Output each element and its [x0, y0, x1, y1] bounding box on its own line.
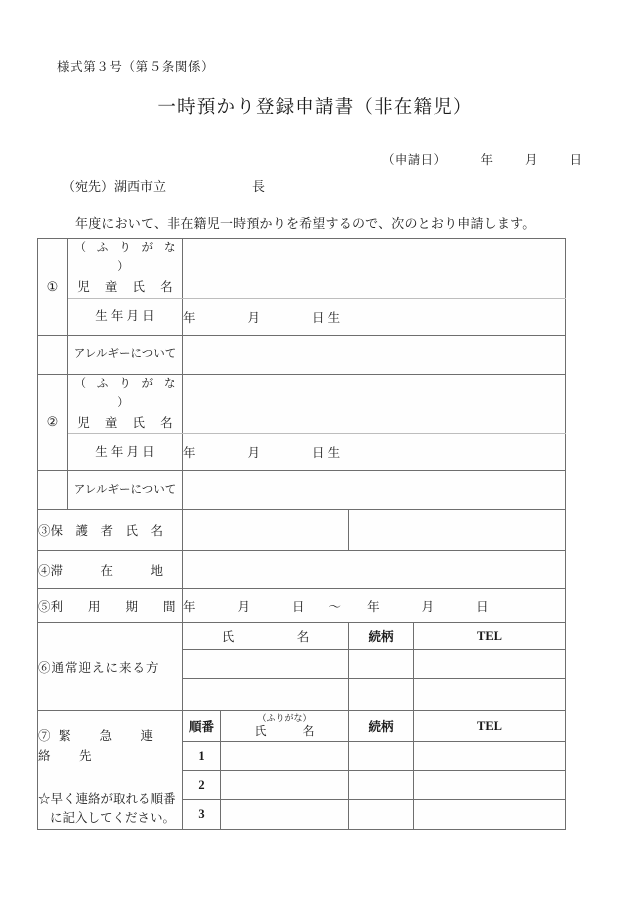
table-row [38, 298, 566, 335]
application-date-year: 年 [480, 153, 493, 167]
lead-paragraph: 年度において、非在籍児一時預かりを希望するので、次のとおり申請します。 [75, 216, 536, 231]
child1-name-label: 児 童 氏 名 [77, 279, 179, 294]
emergency-row3-order: 3 [183, 800, 221, 829]
emergency-row1-order: 1 [183, 742, 221, 771]
table-row [38, 510, 566, 551]
table-row [38, 471, 566, 510]
emergency-head-tel: TEL [414, 711, 566, 742]
application-date-line [382, 150, 582, 168]
table-row [38, 335, 566, 374]
application-date-day: 日 [569, 153, 582, 167]
child2-birth-month: 月 [247, 446, 261, 461]
child2-name-input[interactable] [183, 374, 566, 434]
child2-birth-input[interactable] [183, 434, 566, 471]
emergency-row3-tel[interactable] [414, 800, 566, 829]
guardian-name-input-2[interactable] [349, 510, 566, 551]
pickup-row2-relation[interactable] [349, 679, 414, 711]
child2-allergy-spacer [38, 471, 68, 510]
period-start-day: 日 [292, 599, 305, 614]
pickup-head-tel: TEL [414, 623, 566, 650]
emergency-row1-tel[interactable] [414, 742, 566, 771]
child1-allergy-label: アレルギーについて [68, 335, 183, 374]
residence-input[interactable] [183, 551, 566, 589]
child1-allergy-spacer [38, 335, 68, 374]
pickup-row2-tel[interactable] [414, 679, 566, 711]
table-row [38, 434, 566, 471]
child1-birth-month: 月 [247, 310, 261, 325]
period-end-day: 日 [476, 599, 489, 614]
guardian-name-input-1[interactable] [183, 510, 349, 551]
emergency-row2-name[interactable] [221, 771, 349, 800]
application-table [37, 238, 566, 830]
residence-label: ④滞 在 地 [38, 551, 183, 589]
child2-birth-day: 日 生 [312, 446, 341, 461]
guardian-label: ③保 護 者 氏 名 [38, 510, 183, 551]
child1-birth-input[interactable] [183, 298, 566, 335]
addressee-prefix: （宛先）湖西市立 [62, 179, 167, 194]
form-number: 様式第３号（第５条関係） [57, 60, 215, 74]
child1-birth-label: 生 年 月 日 [68, 298, 183, 335]
period-end-year: 年 [367, 599, 380, 614]
child2-name-label-cell [68, 374, 183, 434]
addressee-suffix: 長 [252, 179, 266, 194]
emergency-head-name: 氏 名 [254, 724, 315, 739]
child2-allergy-label: アレルギーについて [68, 471, 183, 510]
child2-birth-label: 生 年 月 日 [68, 434, 183, 471]
period-start-month: 月 [237, 599, 251, 614]
emergency-row2-tel[interactable] [414, 771, 566, 800]
period-input[interactable] [183, 589, 566, 623]
emergency-label-cell [38, 711, 183, 830]
page-title: 一時預かり登録申請書（非在籍児） [157, 98, 473, 118]
pickup-head-relation: 続柄 [349, 623, 414, 650]
emergency-row1-relation[interactable] [349, 742, 414, 771]
child1-name-input[interactable] [183, 239, 566, 299]
emergency-row3-relation[interactable] [349, 800, 414, 829]
emergency-row2-relation[interactable] [349, 771, 414, 800]
emergency-head-order: 順番 [183, 711, 221, 742]
pickup-row1-relation[interactable] [349, 650, 414, 679]
period-tilde: 〜 [328, 599, 342, 614]
table-row [38, 589, 566, 623]
child1-name-label-cell [68, 239, 183, 299]
child2-index: ② [38, 374, 68, 471]
emergency-row3-name[interactable] [221, 800, 349, 829]
pickup-row1-tel[interactable] [414, 650, 566, 679]
emergency-row2-order: 2 [183, 771, 221, 800]
emergency-head-name-cell [221, 711, 349, 742]
period-label: ⑤利 用 期 間 [38, 589, 183, 623]
child1-birth-day: 日 生 [312, 310, 341, 325]
child2-name-label: 児 童 氏 名 [77, 415, 179, 430]
table-row [38, 551, 566, 589]
child1-allergy-input[interactable] [183, 335, 566, 374]
emergency-label: ⑦緊 急 連 絡 先 [38, 729, 182, 763]
table-row [38, 623, 566, 650]
emergency-note-line2: に記入してください。 [50, 811, 176, 826]
emergency-row1-name[interactable] [221, 742, 349, 771]
emergency-note-line1: ☆早く連絡が取れる順番 [38, 791, 176, 806]
addressee-line [62, 176, 265, 195]
emergency-head-relation: 続柄 [349, 711, 414, 742]
child1-kana-label: （ ふ り が な ） [74, 242, 180, 273]
pickup-label: ⑥通常迎えに来る方 [38, 623, 183, 711]
child1-birth-year: 年 [183, 310, 196, 325]
child1-index: ① [38, 239, 68, 336]
emergency-head-kana: （ふりがな） [257, 713, 312, 724]
pickup-head-name: 氏 名 [183, 623, 349, 650]
period-start-year: 年 [183, 599, 196, 614]
table-row [38, 374, 566, 434]
pickup-row1-name[interactable] [183, 650, 349, 679]
pickup-row2-name[interactable] [183, 679, 349, 711]
application-date-month: 月 [524, 153, 538, 167]
table-row [38, 239, 566, 299]
table-row [38, 711, 566, 742]
child2-kana-label: （ ふ り が な ） [74, 377, 180, 409]
period-end-month: 月 [421, 599, 435, 614]
child2-allergy-input[interactable] [183, 471, 566, 510]
application-date-label: （申請日） [381, 153, 447, 167]
child2-birth-year: 年 [183, 446, 196, 461]
